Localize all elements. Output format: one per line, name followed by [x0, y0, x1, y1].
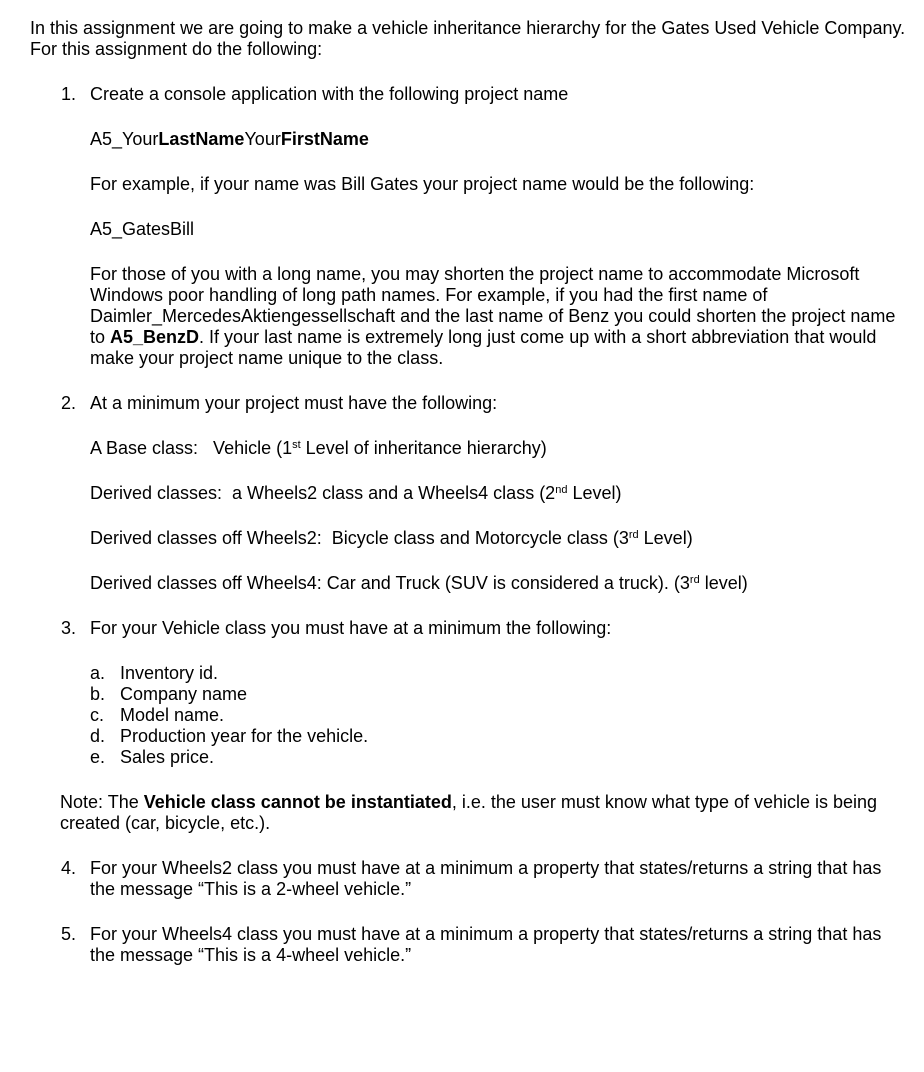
list-item: d. Production year for the vehicle.	[90, 726, 369, 746]
item-number: 2.	[61, 393, 77, 413]
intro-paragraph: In this assignment we are going to make a vehicle inheritance hierarchy for the Gates Used Vehicle Company. For this assignment do the following:	[30, 18, 906, 59]
item-number: 4.	[61, 858, 77, 878]
list-item: b. Company name	[90, 684, 248, 704]
item-number: 5.	[61, 924, 77, 944]
item-number: 3.	[61, 618, 77, 638]
item-5-text: For your Wheels4 class you must have at a minimum a property that states/returns a string that has the message “This is a 4-wheel vehicle.”	[90, 924, 882, 965]
item-number: 1.	[61, 84, 77, 104]
example-text: For example, if your name was Bill Gates your project name would be the following:	[90, 174, 755, 194]
list-item: a. Inventory id.	[90, 663, 219, 683]
list-item: c. Model name.	[90, 705, 225, 725]
note-paragraph: Note: The Vehicle class cannot be instantiated, i.e. the user must know what type of vehicle is being created (car, bicycle, etc.).	[60, 792, 878, 833]
example-project-name: A5_GatesBill	[90, 219, 195, 239]
wheels4-derived-line: Derived classes off Wheels4: Car and Truck (SUV is considered a truck). (3rd level)	[90, 573, 748, 593]
list-item: e. Sales price.	[90, 747, 215, 767]
list-item-4	[30, 858, 910, 900]
list-item-5	[30, 924, 910, 966]
project-name-template: A5_YourLastNameYourFirstName	[90, 129, 369, 149]
long-name-paragraph: For those of you with a long name, you may shorten the project name to accommodate Microsoft Windows poor handling of long path names. For example, if you had the first name of Daimler_MercedesAktiengessellschaft and the last name of Benz you could shorten the project name to A5_BenzD. If your last name is extremely long just come up with a short abbreviation that would make your project name unique to the class.	[90, 264, 896, 368]
wheels2-derived-line: Derived classes off Wheels2: Bicycle class and Motorcycle class (3rd Level)	[90, 528, 693, 548]
list-item-1	[30, 84, 910, 369]
item-3-title: For your Vehicle class you must have at a minimum the following:	[90, 618, 612, 638]
derived-classes-line: Derived classes: a Wheels2 class and a Wheels4 class (2nd Level)	[90, 483, 622, 503]
vehicle-fields-list	[90, 663, 910, 768]
item-1-title: Create a console application with the following project name	[90, 84, 569, 104]
item-2-title: At a minimum your project must have the following:	[90, 393, 498, 413]
item-4-text: For your Wheels2 class you must have at a minimum a property that states/returns a string that has the message “This is a 2-wheel vehicle.”	[90, 858, 882, 899]
document-page	[30, 18, 910, 990]
base-class-line: A Base class: Vehicle (1st Level of inheritance hierarchy)	[90, 438, 547, 458]
list-item-2	[30, 393, 910, 594]
list-item-3	[30, 618, 910, 768]
